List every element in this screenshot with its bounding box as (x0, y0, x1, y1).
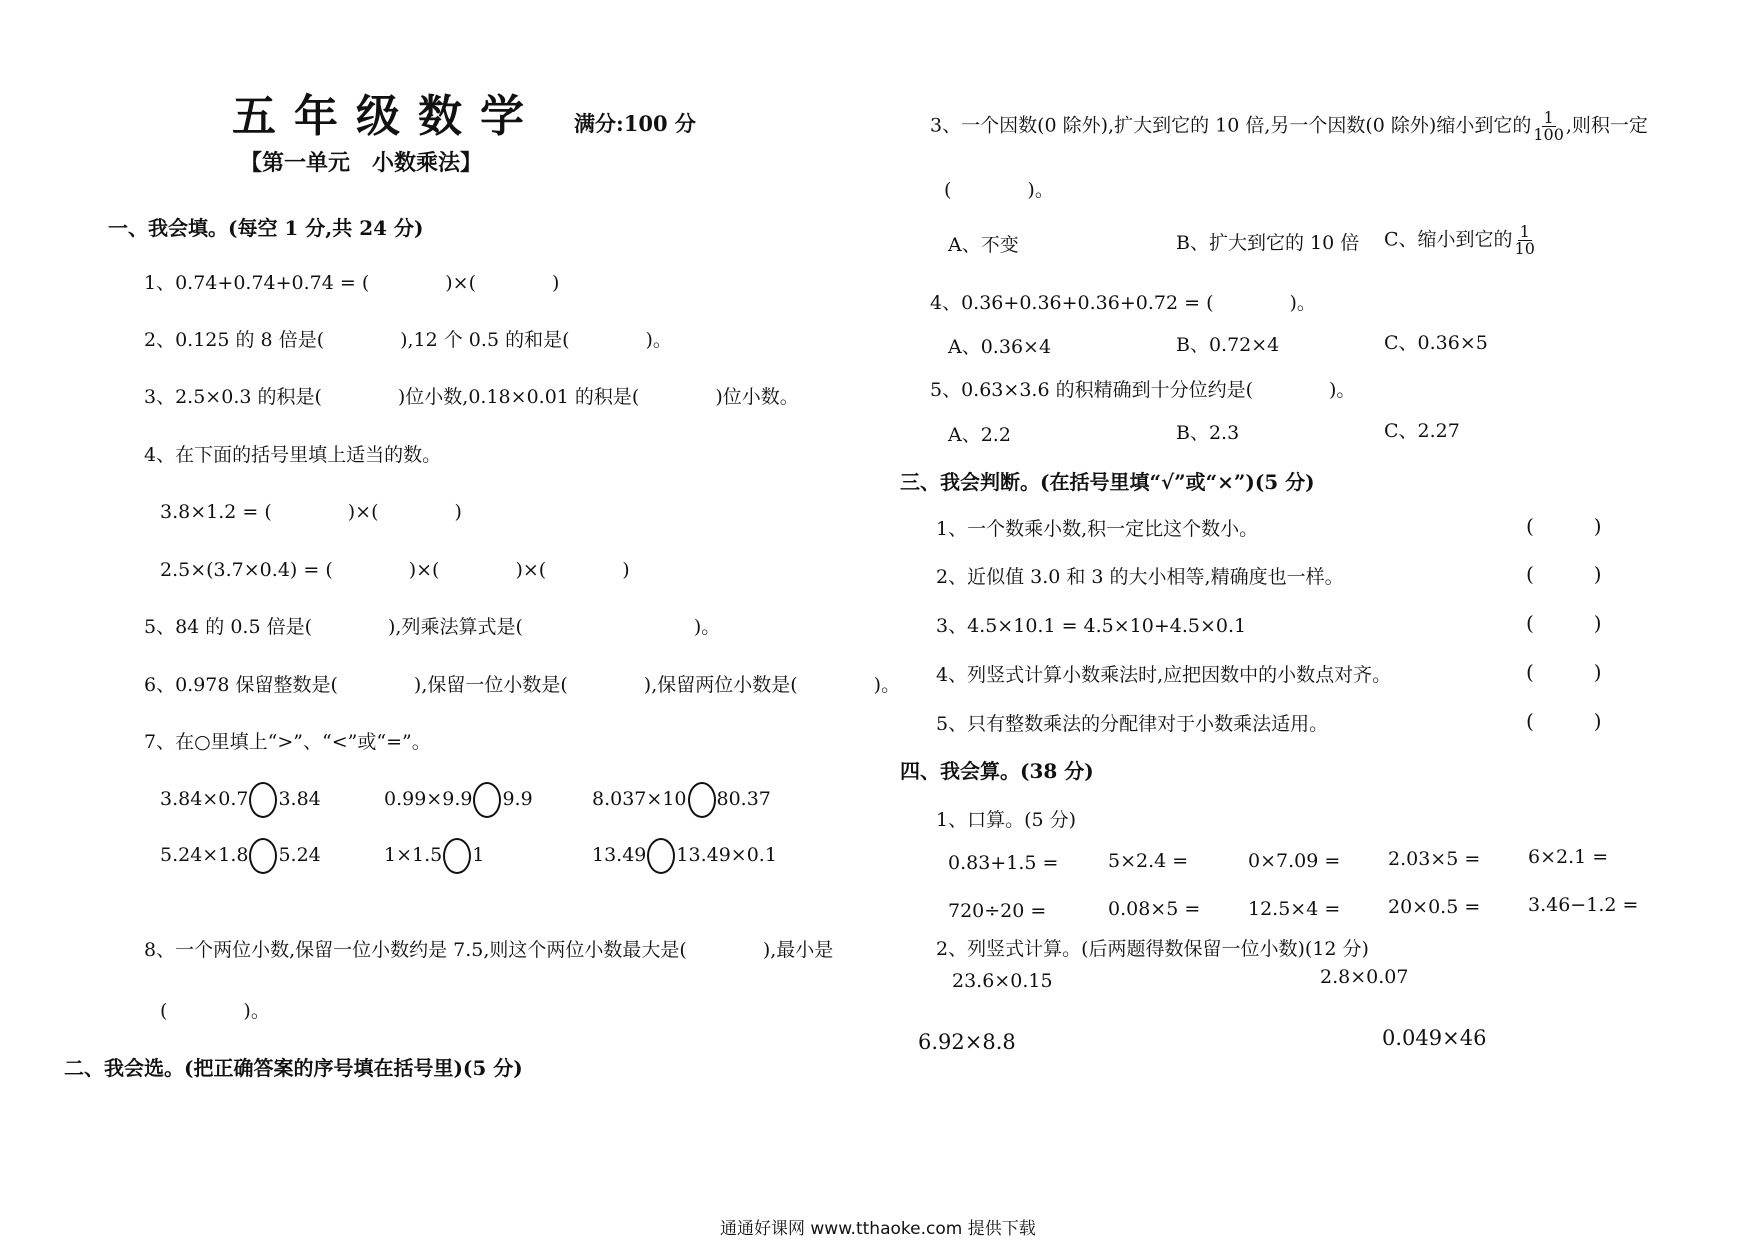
compare-item (592, 782, 771, 818)
judge-item: 5、只有整数乘法的分配律对于小数乘法适用。 (936, 713, 1329, 735)
compare-left: 13.49 (592, 844, 647, 866)
compare-left: 1×1.5 (384, 844, 443, 866)
oral-item: 12.5×4 = (1248, 898, 1341, 920)
compare-left: 0.99×9.9 (384, 788, 473, 810)
s2-q3-c-text: C、缩小到它的 (1384, 228, 1513, 251)
s2-q3-option-a: A、不变 (948, 234, 1019, 256)
judge-blank[interactable]: ( ) (1526, 514, 1602, 538)
s2-q4-option-a: A、0.36×4 (948, 336, 1052, 358)
s2-q3-blank: ( )。 (944, 179, 1054, 201)
judge-item: 3、4.5×10.1 = 4.5×10+4.5×0.1 (936, 615, 1247, 637)
compare-right: 9.9 (502, 788, 533, 810)
s2-q5: 5、0.63×3.6 的积精确到十分位约是( )。 (930, 379, 1356, 401)
s2-q4: 4、0.36+0.36+0.36+0.72 = ( )。 (930, 292, 1316, 314)
s1-q2: 2、0.125 的 8 倍是( ),12 个 0.5 的和是( )。 (144, 329, 672, 351)
fraction-num: 1 (1519, 222, 1530, 241)
s1-q6: 6、0.978 保留整数是( ),保留一位小数是( ),保留两位小数是( )。 (144, 674, 901, 696)
judge-item: 4、列竖式计算小数乘法时,应把因数中的小数点对齐。 (936, 664, 1392, 686)
s1-q7: 7、在○里填上“>”、“<”或“=”。 (144, 731, 431, 753)
s2-q3 (930, 110, 1648, 143)
judge-blank[interactable]: ( ) (1526, 660, 1602, 684)
s2-q4-option-b: B、0.72×4 (1176, 334, 1280, 356)
compare-item (160, 838, 321, 874)
judge-blank[interactable]: ( ) (1526, 611, 1602, 635)
oral-item: 3.46−1.2 = (1528, 894, 1639, 916)
oral-item: 5×2.4 = (1108, 850, 1189, 872)
compare-item (384, 838, 484, 874)
s1-q4: 4、在下面的括号里填上适当的数。 (144, 444, 442, 466)
compare-item (160, 782, 321, 818)
page-title: 五年级数学 (232, 91, 542, 142)
oral-item: 20×0.5 = (1388, 896, 1481, 918)
s1-q4a: 3.8×1.2 = ( )×( ) (160, 501, 462, 523)
judge-item: 1、一个数乘小数,积一定比这个数小。 (936, 518, 1259, 540)
s2-q5-option-c: C、2.27 (1384, 420, 1460, 442)
compare-left: 8.037×10 (592, 788, 687, 810)
judge-blank[interactable]: ( ) (1526, 562, 1602, 586)
vertical-calc-item: 0.049×46 (1382, 1026, 1487, 1050)
oral-item: 0.83+1.5 = (948, 852, 1059, 874)
vertical-calc-item: 2.8×0.07 (1320, 966, 1409, 988)
compare-right: 13.49×0.1 (676, 844, 777, 866)
s2-q5-option-a: A、2.2 (948, 424, 1011, 446)
s4-sub1: 1、口算。(5 分) (936, 809, 1077, 831)
section4-heading: 四、我会算。(38 分) (900, 759, 1094, 783)
s1-q1: 1、0.74+0.74+0.74 = ( )×( ) (144, 272, 560, 294)
s2-q4-option-c: C、0.36×5 (1384, 332, 1488, 354)
judge-blank[interactable]: ( ) (1526, 709, 1602, 733)
s1-q4b: 2.5×(3.7×0.4) = ( )×( )×( ) (160, 559, 630, 581)
compare-circle[interactable] (688, 782, 716, 818)
fraction (1533, 110, 1564, 143)
oral-item: 0.08×5 = (1108, 898, 1201, 920)
section2-heading: 二、我会选。(把正确答案的序号填在括号里)(5 分) (64, 1056, 523, 1080)
compare-item (592, 838, 777, 874)
compare-circle[interactable] (647, 838, 675, 874)
compare-circle[interactable] (473, 782, 501, 818)
compare-circle[interactable] (249, 838, 277, 874)
oral-item: 6×2.1 = (1528, 846, 1609, 868)
compare-right: 1 (472, 844, 485, 866)
s1-q5: 5、84 的 0.5 倍是( ),列乘法算式是( )。 (144, 616, 721, 638)
unit-title: 【第一单元 小数乘法】 (240, 150, 483, 176)
s2-q3-option-c (1384, 224, 1537, 257)
oral-item: 720÷20 = (948, 900, 1047, 922)
judge-item: 2、近似值 3.0 和 3 的大小相等,精确度也一样。 (936, 566, 1344, 588)
s2-q3-text: 3、一个因数(0 除外),扩大到它的 10 倍,另一个因数(0 除外)缩小到它的 (930, 114, 1532, 137)
vertical-calc-item: 6.92×8.8 (918, 1030, 1016, 1054)
oral-item: 0×7.09 = (1248, 850, 1341, 872)
compare-right: 80.37 (716, 788, 771, 810)
s1-q8-line1: 8、一个两位小数,保留一位小数约是 7.5,则这个两位小数最大是( ),最小是 (144, 939, 834, 961)
s2-q3-option-b: B、扩大到它的 10 倍 (1176, 232, 1360, 254)
oral-item: 2.03×5 = (1388, 848, 1481, 870)
s1-q3: 3、2.5×0.3 的积是( )位小数,0.18×0.01 的积是( )位小数。 (144, 386, 799, 408)
fraction-den: 100 (1533, 125, 1564, 144)
compare-circle[interactable] (443, 838, 471, 874)
s1-q8-line2: ( )。 (160, 1000, 270, 1022)
compare-item (384, 782, 533, 818)
section1-heading: 一、我会填。(每空 1 分,共 24 分) (108, 216, 424, 240)
compare-left: 3.84×0.7 (160, 788, 249, 810)
full-score: 满分:100 分 (574, 111, 696, 136)
vertical-calc-item: 23.6×0.15 (952, 970, 1053, 992)
s2-q5-option-b: B、2.3 (1176, 422, 1240, 444)
s2-q3-tail: ,则积一定 (1565, 114, 1648, 137)
fraction-num: 1 (1543, 108, 1554, 127)
fraction-den: 10 (1514, 239, 1535, 258)
section3-heading: 三、我会判断。(在括号里填“√”或“×”)(5 分) (900, 470, 1315, 494)
compare-right: 3.84 (278, 788, 321, 810)
fraction (1515, 224, 1535, 257)
compare-circle[interactable] (249, 782, 277, 818)
footer-watermark: 通通好课网 www.tthaoke.com 提供下载 (720, 1219, 1036, 1239)
s4-sub2: 2、列竖式计算。(后两题得数保留一位小数)(12 分) (936, 938, 1369, 960)
compare-left: 5.24×1.8 (160, 844, 249, 866)
compare-right: 5.24 (278, 844, 321, 866)
